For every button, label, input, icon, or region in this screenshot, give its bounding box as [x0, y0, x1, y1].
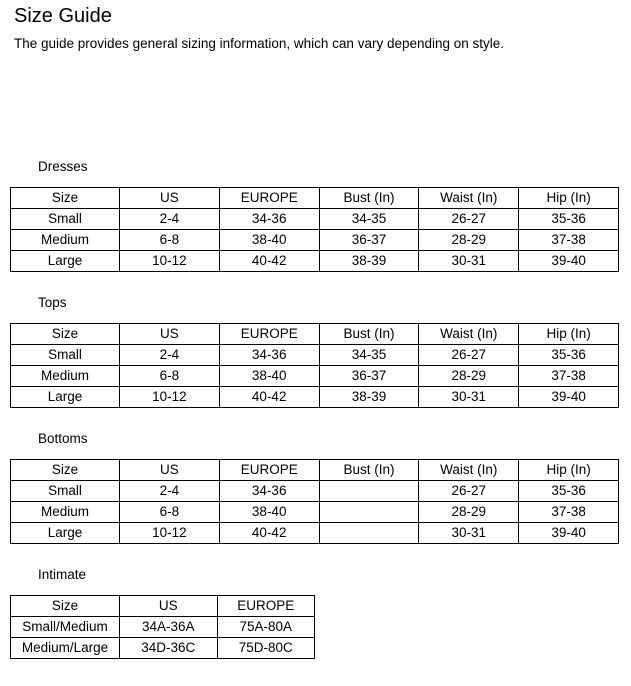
column-header: EUROPE — [219, 188, 319, 209]
table-cell: 2-4 — [120, 481, 220, 502]
table-cell: 10-12 — [120, 251, 220, 272]
table-row — [11, 345, 619, 366]
column-header: Size — [11, 596, 120, 617]
table-cell: 30-31 — [419, 251, 519, 272]
table-cell: 6-8 — [120, 502, 220, 523]
table-cell: 37-38 — [519, 366, 619, 387]
column-header: Hip (In) — [519, 324, 619, 345]
column-header: Bust (In) — [319, 324, 419, 345]
table-cell: 40-42 — [219, 523, 319, 544]
table-cell: 35-36 — [519, 481, 619, 502]
column-header: Hip (In) — [519, 460, 619, 481]
table-cell: 6-8 — [120, 230, 220, 251]
column-header: Size — [11, 324, 120, 345]
table-cell: 38-40 — [219, 230, 319, 251]
table-head — [11, 596, 315, 617]
table-body — [11, 617, 315, 659]
column-header: Bust (In) — [319, 460, 419, 481]
table-head — [11, 460, 619, 481]
table-row — [11, 230, 619, 251]
header-row — [11, 596, 315, 617]
header-row — [11, 460, 619, 481]
table-row — [11, 523, 619, 544]
table-cell: 26-27 — [419, 345, 519, 366]
column-header: EUROPE — [217, 596, 315, 617]
column-header: US — [120, 596, 218, 617]
table-cell: 37-38 — [519, 230, 619, 251]
sections — [0, 160, 631, 659]
table-cell: 40-42 — [219, 387, 319, 408]
table-cell: Large — [11, 387, 120, 408]
table-cell: 34-35 — [319, 345, 419, 366]
table-cell: 40-42 — [219, 251, 319, 272]
table-cell: 26-27 — [419, 481, 519, 502]
table-cell: Small — [11, 209, 120, 230]
section-label: Tops — [38, 295, 67, 310]
column-header: Bust (In) — [319, 188, 419, 209]
column-header: Hip (In) — [519, 188, 619, 209]
table-cell: Small/Medium — [11, 617, 120, 638]
section-label: Bottoms — [38, 431, 88, 446]
table-cell: 28-29 — [419, 230, 519, 251]
table-cell: 36-37 — [319, 230, 419, 251]
table-cell: 38-40 — [219, 502, 319, 523]
table-cell: 34A-36A — [120, 617, 218, 638]
section-label: Dresses — [38, 159, 88, 174]
table-cell: Medium — [11, 230, 120, 251]
table-row — [11, 251, 619, 272]
table-cell: 28-29 — [419, 502, 519, 523]
section-intimate — [0, 568, 631, 659]
page-title: Size Guide — [14, 5, 112, 27]
section-label: Intimate — [38, 567, 87, 582]
table-cell: 34-36 — [219, 209, 319, 230]
table-cell: 34-36 — [219, 481, 319, 502]
table-cell: 34D-36C — [120, 638, 218, 659]
table-cell: 35-36 — [519, 345, 619, 366]
table-cell: 75D-80C — [217, 638, 315, 659]
table-cell: 10-12 — [120, 523, 220, 544]
section-dresses — [0, 160, 631, 272]
intimate-table — [10, 595, 315, 659]
table-cell — [319, 481, 419, 502]
section-bottoms — [0, 432, 631, 544]
column-header: Waist (In) — [419, 324, 519, 345]
table-cell: Large — [11, 523, 120, 544]
table-head — [11, 324, 619, 345]
table-cell: Small — [11, 481, 120, 502]
table-row — [11, 502, 619, 523]
table-cell — [319, 523, 419, 544]
section-tops — [0, 296, 631, 408]
table-cell: 28-29 — [419, 366, 519, 387]
table-row — [11, 481, 619, 502]
table-cell: Medium/Large — [11, 638, 120, 659]
table-cell: Large — [11, 251, 120, 272]
column-header: EUROPE — [219, 460, 319, 481]
table-cell: 30-31 — [419, 387, 519, 408]
column-header: US — [120, 188, 220, 209]
table-cell: 38-40 — [219, 366, 319, 387]
table-row — [11, 617, 315, 638]
table-body — [11, 209, 619, 272]
table-cell: 26-27 — [419, 209, 519, 230]
table-cell: Medium — [11, 502, 120, 523]
column-header: Size — [11, 188, 120, 209]
table-cell: 36-37 — [319, 366, 419, 387]
column-header: Waist (In) — [419, 188, 519, 209]
bottoms-table — [10, 459, 619, 544]
table-cell: 2-4 — [120, 345, 220, 366]
column-header: Size — [11, 460, 120, 481]
column-header: Waist (In) — [419, 460, 519, 481]
table-cell: 39-40 — [519, 251, 619, 272]
table-body — [11, 481, 619, 544]
table-cell — [319, 502, 419, 523]
table-cell: 75A-80A — [217, 617, 315, 638]
table-cell: 39-40 — [519, 523, 619, 544]
table-cell: Small — [11, 345, 120, 366]
page-subtitle: The guide provides general sizing information, which can vary depending on style. — [14, 36, 505, 51]
table-cell: 2-4 — [120, 209, 220, 230]
header-row — [11, 324, 619, 345]
table-cell: 39-40 — [519, 387, 619, 408]
table-body — [11, 345, 619, 408]
table-row — [11, 366, 619, 387]
table-head — [11, 188, 619, 209]
table-cell: 10-12 — [120, 387, 220, 408]
column-header: US — [120, 324, 220, 345]
table-cell: 38-39 — [319, 251, 419, 272]
table-cell: 34-35 — [319, 209, 419, 230]
table-cell: 38-39 — [319, 387, 419, 408]
table-cell: 35-36 — [519, 209, 619, 230]
table-cell: 30-31 — [419, 523, 519, 544]
table-cell: 34-36 — [219, 345, 319, 366]
column-header: US — [120, 460, 220, 481]
tops-table — [10, 323, 619, 408]
table-cell: Medium — [11, 366, 120, 387]
header-row — [11, 188, 619, 209]
table-row — [11, 387, 619, 408]
dresses-table — [10, 187, 619, 272]
column-header: EUROPE — [219, 324, 319, 345]
table-row — [11, 209, 619, 230]
table-cell: 37-38 — [519, 502, 619, 523]
table-cell: 6-8 — [120, 366, 220, 387]
table-row — [11, 638, 315, 659]
